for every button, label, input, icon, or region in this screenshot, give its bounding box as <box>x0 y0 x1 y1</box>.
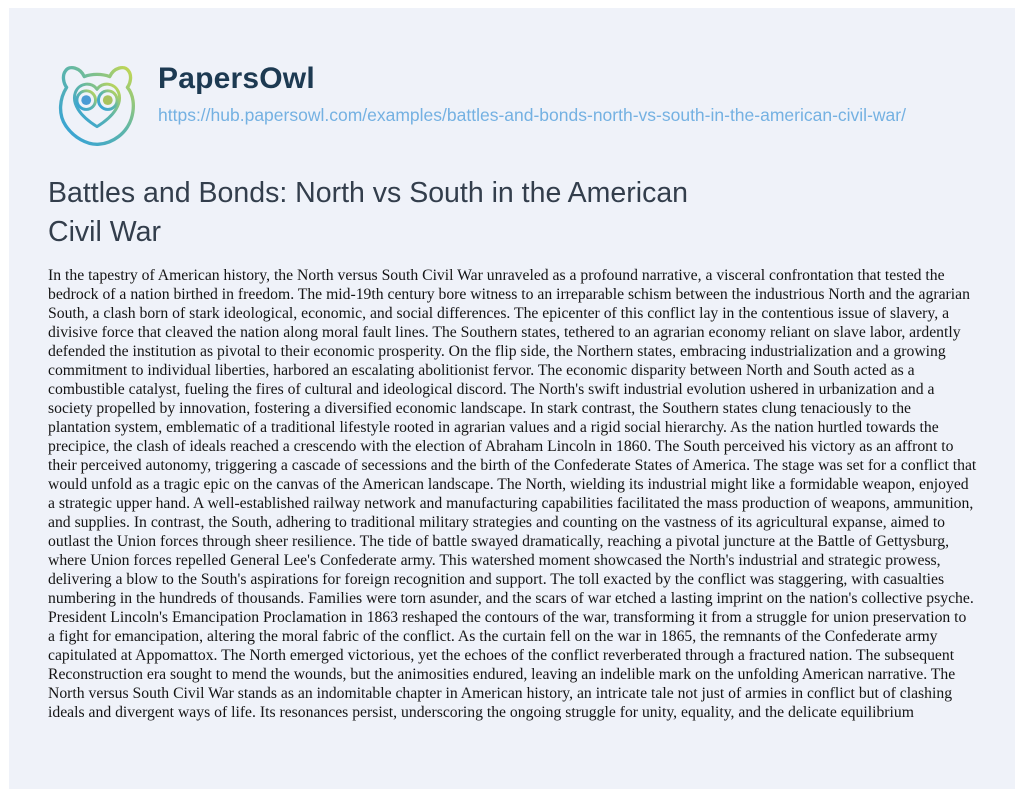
page-frame <box>9 8 1015 789</box>
page-url: https://hub.papersowl.com/examples/battles-and-bonds-north-vs-south-in-the-american-civil-war/ <box>158 105 906 125</box>
owl-logo-icon[interactable] <box>48 57 146 155</box>
essay-body-text: In the tapestry of American history, the North versus South Civil War unraveled as a profound narrative, a visceral confrontation that tested the bedrock of a nation birthed in freedom. The mid-19th century bore witness to an irreparable schism between the industrious North and the agrarian South, a clash born of stark ideological, economic, and social differences. The epicenter of this conflict lay in the contentious issue of slavery, a divisive force that cleaved the nation along moral fault lines. The Southern states, tethered to an agrarian economy reliant on slave labor, ardently defended the institution as pivotal to their economic prosperity. On the flip side, the Northern states, embracing industrialization and a growing commitment to individual liberties, harbored an escalating abolitionist fervor. The economic disparity between North and South acted as a combustible catalyst, fueling the fires of cultural and ideological discord. The North's swift industrial evolution ushered in urbanization and a society propelled by innovation, fostering a diversified economic landscape. In stark contrast, the Southern states clung tenaciously to the plantation system, emblematic of a traditional lifestyle rooted in agrarian values and a rigid social hierarchy. As the nation hurtled towards the precipice, the clash of ideals reached a crescendo with the election of Abraham Lincoln in 1860. The South perceived his victory as an affront to their perceived autonomy, triggering a cascade of secessions and the birth of the Confederate States of America. The stage was set for a conflict that would unfold as a tragic epic on the canvas of the American landscape. The North, wielding its industrial might like a formidable weapon, enjoyed a strategic upper hand. A well-established railway network and manufacturing capabilities facilitated the mass production of weapons, ammunition, and supplies. In contrast, the South, adhering to traditional military strategies and counting on the vastness of its agricultural expanse, aimed to outlast the Union forces through sheer resilience. The tide of battle swayed dramatically, reaching a pivotal juncture at the Battle of Gettysburg, where Union forces repelled General Lee's Confederate army. This watershed moment showcased the North's industrial and strategic prowess, delivering a blow to the South's aspirations for foreign recognition and support. The toll exacted by the conflict was staggering, with casualties numbering in the hundreds of thousands. Families were torn asunder, and the scars of war etched a lasting imprint on the nation's collective psyche. President Lincoln's Emancipation Proclamation in 1863 reshaped the contours of the war, transforming it from a struggle for union preservation to a fight for emancipation, altering the moral fabric of the conflict. As the curtain fell on the war in 1865, the remnants of the Confederate army capitulated at Appomattox. The North emerged victorious, yet the echoes of the conflict reverberated through a fractured nation. The subsequent Reconstruction era sought to mend the wounds, but the animosities endured, leaving an indelible mark on the unfolding American narrative. The North versus South Civil War stands as an indomitable chapter in American history, an intricate tale not just of armies in conflict but of clashing ideals and divergent ways of life. Its resonances persist, underscoring the ongoing struggle for unity, equality, and the delicate equilibrium <box>48 267 977 721</box>
site-header <box>9 8 1015 155</box>
brand-name[interactable]: PapersOwl <box>158 62 315 95</box>
page-title: Battles and Bonds: North vs South in the American Civil War <box>48 177 689 248</box>
header-text-block <box>158 57 906 128</box>
